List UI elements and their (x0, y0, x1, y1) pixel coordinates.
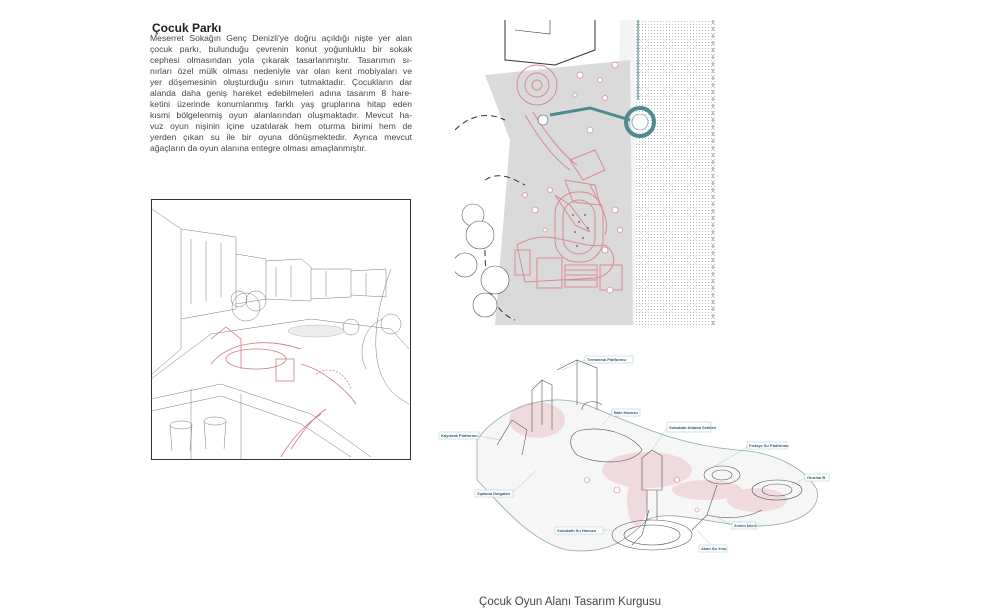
paragraph-line: ketini üzerinde konumlanmış farklı yaş gruplarına hitap eden (150, 99, 412, 109)
label-ziplama (475, 490, 513, 497)
svg-text:Bale Havuzu: Bale Havuzu (614, 410, 638, 415)
label-oturma (805, 474, 829, 481)
svg-text:Zıplama Dalgaları: Zıplama Dalgaları (477, 491, 511, 496)
paragraph-line: Meserret Sokağın Genç Denizli'ye doğru açıldığı nişte yer alan (150, 33, 412, 43)
paragraph-line: alanda daha geniş hareket edebilmeleri adına tasarım 8 hare- (150, 88, 412, 98)
paragraph-line: yerden çıkan su ile bir oyuna dönüşmektedir. Ayrıca mevcut (150, 132, 412, 142)
paragraph-line: çocuk parkı, bulunduğu çevrenin konut yoğunluklu bir sokak (150, 44, 412, 54)
description-paragraph (150, 33, 412, 154)
paragraph-line: cephesi olmasından yola çıkarak tasarlanmıştır. Tasarımın sı- (150, 55, 412, 65)
svg-text:Sokakaltı Atlama Sekileri: Sokakaltı Atlama Sekileri (669, 425, 717, 430)
label-sokakaltlama (667, 422, 716, 432)
svg-text:Zemin İzleri: Zemin İzleri (734, 523, 757, 528)
paragraph-line: vuz oyun nişinin içine uzatılarak hem oturma birimi hem de (150, 121, 412, 131)
label-kaydirak (439, 432, 479, 439)
design-diagram (437, 350, 837, 575)
diagram-caption: Çocuk Oyun Alanı Tasarım Kurgusu (479, 596, 661, 608)
svg-text:Fıskıye Su Platformu: Fıskıye Su Platformu (749, 443, 789, 448)
page-title: Çocuk Parkı (152, 21, 222, 35)
label-akan (699, 545, 727, 552)
label-sokakaltsu (555, 527, 603, 534)
svg-text:Oturma B: Oturma B (807, 475, 826, 480)
label-bale (612, 409, 640, 416)
svg-text:Tırmanma Platformu: Tırmanma Platformu (587, 357, 626, 362)
svg-text:Sokakaltı Su Havuzu: Sokakaltı Su Havuzu (557, 528, 597, 533)
svg-text:Akan Su Yolu: Akan Su Yolu (701, 546, 727, 551)
site-plan (455, 20, 715, 325)
perspective-sketch (151, 199, 411, 460)
paragraph-line: ağaçların da oyun alanına entegre olması amaçlanmıştır. (150, 143, 367, 153)
label-zemin (732, 522, 756, 529)
paragraph-line: kısmi bölgelenmiş oyun alanlarından oluşmaktadır. Mevcut ha- (150, 110, 412, 120)
label-tirmanma (585, 356, 633, 363)
svg-text:Kaydırak Platformu: Kaydırak Platformu (441, 433, 478, 438)
label-fiskiye (747, 442, 789, 449)
paragraph-line: nırları özel mülk olması nedeniyle var olan kent mobiyaları ve (150, 66, 412, 76)
paragraph-line: yer döşemesinin oluşturduğu sınırı tutmaktadır. Çocukların dar (150, 77, 412, 87)
